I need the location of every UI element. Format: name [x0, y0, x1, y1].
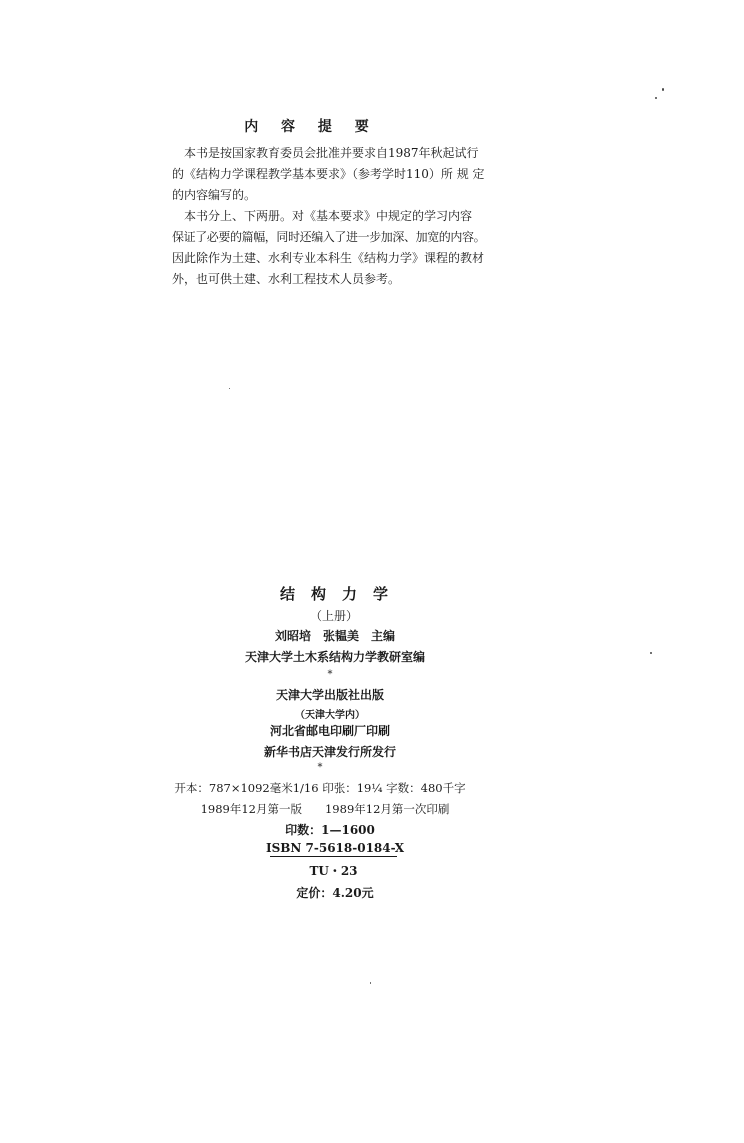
price: 定价：4.20元	[296, 886, 374, 900]
edition-info: 1989年12月第一版 1989年12月第一次印刷	[200, 802, 450, 816]
separator-star: *	[327, 669, 333, 680]
scan-speck	[662, 88, 664, 91]
volume-label: （上册）	[309, 609, 358, 623]
separator-star: *	[317, 762, 323, 773]
scan-speck	[229, 388, 230, 389]
classification: TU・23	[309, 864, 358, 878]
scan-speck	[370, 982, 371, 984]
publisher-address: （天津大学内）	[295, 710, 365, 721]
publisher: 天津大学出版社出版	[275, 688, 384, 702]
summary-line: 因此除作为土建、水利专业本科生《结构力学》课程的教材	[172, 251, 485, 265]
print-run: 印数：1—1600	[285, 823, 375, 837]
printer: 河北省邮电印刷厂印刷	[269, 724, 390, 738]
summary-line: 外，也可供土建、水利工程技术人员参考。	[172, 272, 401, 286]
distributor: 新华书店天津发行所发行	[263, 745, 396, 759]
summary-line: 本书分上、下两册。对《基本要求》中规定的学习内容	[172, 209, 473, 223]
format-info: 开本：787×1092毫米1/16 印张：19¼ 字数：480千字	[174, 781, 466, 795]
editors: 刘昭培 张韫美 主编	[274, 629, 395, 643]
scan-speck	[650, 652, 652, 654]
scan-speck	[655, 97, 657, 99]
isbn-rule	[270, 856, 397, 857]
summary-line: 的《结构力学课程教学基本要求》（参考学时110）所 规 定	[172, 167, 485, 181]
summary-line: 的内容编写的。	[172, 188, 257, 202]
summary-line: 本书是按国家教育委员会批准并要求自1987年秋起试行	[172, 146, 479, 160]
summary-heading: 内 容 提 要	[244, 119, 378, 135]
summary-paragraph	[172, 143, 486, 290]
summary-line: 保证了必要的篇幅，同时还编入了进一步加深、加宽的内容。	[172, 230, 486, 244]
isbn: ISBN 7-5618-0184-X	[265, 841, 405, 855]
book-title: 结构力学	[279, 585, 404, 603]
compiler: 天津大学土木系结构力学教研室编	[244, 650, 425, 664]
